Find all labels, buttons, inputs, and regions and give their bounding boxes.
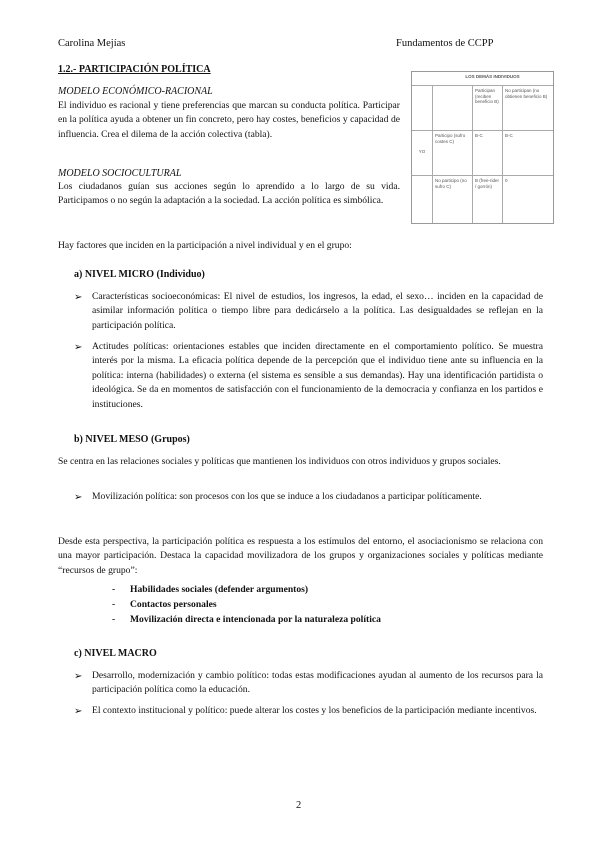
table-col-row bbox=[412, 85, 553, 131]
table-side-label: YO bbox=[418, 149, 426, 154]
header-author: Carolina Mejías bbox=[58, 38, 126, 49]
paragraph-economico bbox=[58, 99, 400, 142]
resource-item-3: - Movilización directa e intencionada por la naturaleza política bbox=[112, 613, 381, 627]
subtitle-sociocultural: MODELO SOCIOCULTURAL bbox=[58, 168, 182, 179]
paragraph-sociocultural bbox=[58, 180, 400, 209]
bullet-icon: ➢ bbox=[74, 706, 83, 717]
table-row2-c2: 0 bbox=[502, 176, 553, 223]
subtitle-economico: MODELO ECONÓMICO-RACIONAL bbox=[58, 86, 213, 97]
paragraph-economico-text: El individuo es racional y tiene preferencias que marcan su conducta política. Participar en la política ayuda a obtener un fin concreto, pero hay costes, beneficios y capacidad de influencia. Crea el dilema de la acción colectiva (tabla). bbox=[58, 100, 400, 140]
micro-bullet-1: Características socioeconómicas: El nivel de estudios, los ingresos, la edad, el sexo… inciden en la capacidad de asimilar información política o tiempo libre para dedicárselo a la política. Las desigualdades se reflejan en la participación política. bbox=[92, 291, 543, 331]
section-title: 1.2.- PARTICIPACIÓN POLÍTICA bbox=[58, 64, 211, 75]
dash-bullet: - bbox=[112, 584, 116, 595]
header-subject: Fundamentos de CCPP bbox=[396, 38, 494, 49]
heading-macro: c) NIVEL MACRO bbox=[74, 648, 157, 659]
dash-bullet: - bbox=[112, 614, 116, 625]
resource-item-2: - Contactos personales bbox=[112, 598, 217, 612]
macro-bullet-2: El contexto institucional y político: puede alterar los costes y los beneficios de la participación mediante incentivos. bbox=[92, 705, 537, 716]
dash-bullet: - bbox=[112, 599, 116, 610]
table-row1-label: Participo (sufro costes C) bbox=[432, 131, 472, 176]
heading-meso: b) NIVEL MESO (Grupos) bbox=[74, 434, 190, 445]
table-row2-label: No participo (no sufro C) bbox=[432, 176, 472, 223]
resource-item-1: - Habilidades sociales (defender argumentos) bbox=[112, 583, 308, 597]
table-row-1 bbox=[412, 130, 553, 176]
meso-bullet-1: Movilización política: son procesos con los que se induce a los ciudadanos a participar políticamente. bbox=[92, 491, 482, 502]
table-row1-c1: B-C bbox=[472, 131, 502, 176]
bullet-icon: ➢ bbox=[74, 342, 83, 353]
bullet-icon: ➢ bbox=[74, 292, 83, 303]
table-row2-c1: B (free-rider / gorrón) bbox=[472, 176, 502, 223]
micro-bullet-2: Actitudes políticas: orientaciones estables que inciden directamente en el comportamiento político. Se muestra interés por la misma. La eficacia política depende de la percepción que el individuo tiene ante su influencia en la política: interna (habilidades) o externa (el sistema es sensible a sus demandas). Hay una identificación partidista o ideológica. Se da en momentos de satisfacción con el funcionamiento de la democracia y confianza en los partidos e instituciones. bbox=[92, 341, 543, 410]
intro-paragraph: Hay factores que inciden en la participación a nivel individual y en el grupo: bbox=[58, 240, 352, 251]
collective-action-table bbox=[411, 71, 554, 224]
meso-paragraph-2: Desde esta perspectiva, la participación política es respuesta a los estímulos del entorno, el asociacionismo se relaciona con una mayor participación. Destaca la capacidad movilizadora de los grupos y organizaciones sociales y políticas mediante “recursos de grupo”: bbox=[58, 536, 543, 576]
table-row-2 bbox=[412, 175, 553, 223]
bullet-icon: ➢ bbox=[74, 671, 83, 682]
table-row1-c2: B-C bbox=[502, 131, 553, 176]
table-col2: No participan (no obtienen beneficio B) bbox=[502, 86, 553, 131]
macro-bullet-1: Desarrollo, modernización y cambio político: todas estas modificaciones ayudan al aumento de los recursos para la participación política como la educación. bbox=[92, 670, 543, 696]
paragraph-sociocultural-text: Los ciudadanos guían sus acciones según lo aprendido a lo largo de su vida. Participamos o no según la adaptación a la sociedad. La acción política es simbólica. bbox=[58, 181, 400, 207]
table-col1: Participan (reciben beneficio B) bbox=[472, 86, 502, 131]
bullet-icon: ➢ bbox=[74, 492, 83, 503]
heading-micro: a) NIVEL MICRO (Individuo) bbox=[74, 269, 205, 280]
page-number: 2 bbox=[296, 800, 302, 811]
table-header-row bbox=[412, 72, 553, 85]
table-header: LOS DEMÁS INDIVIDUOS bbox=[465, 74, 520, 79]
meso-paragraph: Se centra en las relaciones sociales y políticas que mantienen los individuos con otros individuos y grupos sociales. bbox=[58, 456, 501, 467]
